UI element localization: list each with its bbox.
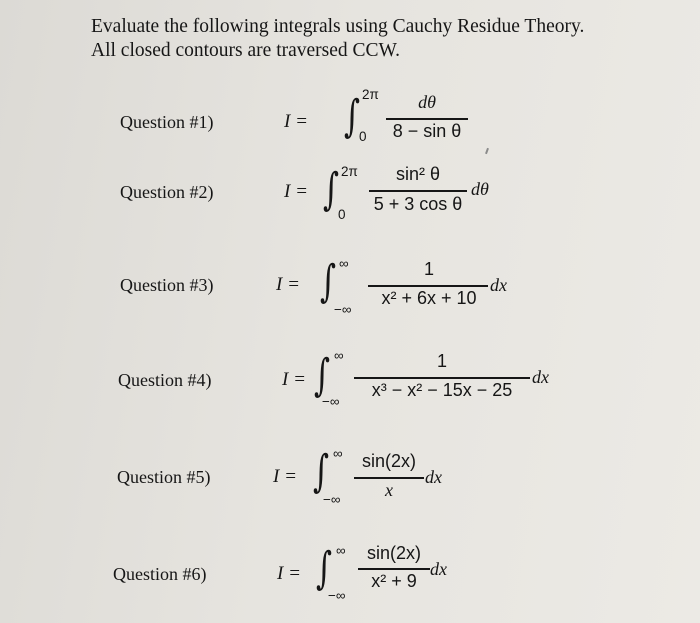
denominator: 5 + 3 cos θ: [373, 194, 463, 214]
upper-limit: ∞: [339, 256, 349, 271]
integral-lhs: I =: [284, 181, 308, 202]
fraction-bar: [354, 477, 424, 479]
integral-sign: ∫: [314, 350, 331, 401]
upper-limit: ∞: [334, 348, 344, 363]
differential: dθ: [471, 179, 489, 199]
denominator: x³ − x² − 15x − 25: [371, 380, 513, 400]
denominator: x: [385, 480, 393, 500]
integral-sign: ∫: [313, 446, 330, 497]
fraction-bar: [386, 118, 468, 120]
lower-limit: 0: [338, 207, 346, 222]
instructions: [91, 15, 584, 63]
differential: dx: [425, 467, 442, 487]
question-label: Question #1): [120, 112, 214, 132]
lower-limit: −∞: [328, 588, 346, 603]
lower-limit: −∞: [323, 492, 341, 507]
lower-limit: −∞: [334, 302, 352, 317]
fraction-bar: [369, 190, 467, 192]
upper-limit: 2π: [341, 164, 358, 179]
numerator: dθ: [418, 92, 436, 112]
denominator: x² + 6x + 10: [381, 288, 477, 308]
fraction-bar: [358, 568, 430, 570]
question-label: Question #5): [117, 467, 211, 487]
upper-limit: 2π: [362, 87, 379, 102]
numerator: 1: [423, 259, 434, 279]
integral-sign: ∫: [344, 91, 361, 142]
upper-limit: ∞: [333, 446, 343, 461]
question-label: Question #3): [120, 275, 214, 295]
denominator: 8 − sin θ: [392, 121, 462, 141]
integral-lhs: I =: [273, 466, 297, 487]
integral-lhs: I =: [282, 369, 306, 390]
instructions-line-2: All closed contours are traversed CCW.: [91, 40, 401, 61]
integral-sign: ∫: [320, 256, 337, 307]
fraction-bar: [354, 377, 530, 379]
question-4: [0, 345, 700, 425]
numerator: sin(2x): [361, 451, 416, 471]
question-6: [0, 535, 700, 615]
question-label: Question #6): [113, 564, 207, 584]
differential: dx: [532, 367, 549, 387]
question-5: [0, 440, 700, 520]
integral-sign: ∫: [323, 164, 340, 215]
instructions-line-1: Evaluate the following integrals using Cauchy Residue Theory.: [91, 16, 585, 37]
numerator: 1: [436, 351, 447, 371]
lower-limit: −∞: [322, 394, 340, 409]
numerator: sin² θ: [395, 164, 440, 184]
question-3: [0, 252, 700, 332]
integral-lhs: I =: [284, 111, 308, 132]
integral-lhs: I =: [276, 274, 300, 295]
question-label: Question #2): [120, 182, 214, 202]
upper-limit: ∞: [336, 543, 346, 558]
question-1: [0, 85, 700, 165]
differential: dx: [430, 559, 447, 579]
integral-sign: ∫: [316, 543, 333, 594]
fraction-bar: [368, 285, 488, 287]
question-2: [0, 160, 700, 240]
denominator: x² + 9: [371, 571, 417, 591]
numerator: sin(2x): [366, 543, 421, 563]
lower-limit: 0: [359, 129, 367, 144]
question-label: Question #4): [118, 370, 212, 390]
integral-lhs: I =: [277, 563, 301, 584]
differential: dx: [490, 275, 507, 295]
